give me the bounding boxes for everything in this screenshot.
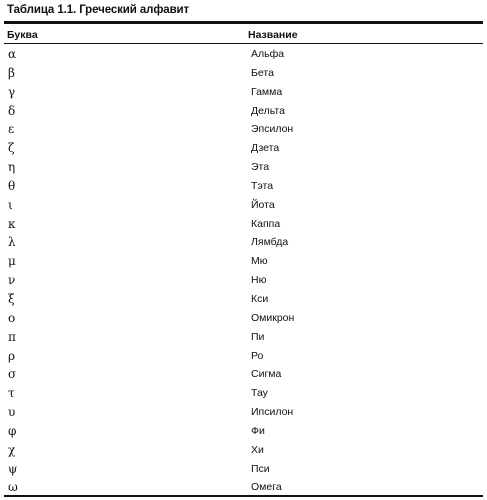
greek-letter-cell: ρ xyxy=(8,348,16,363)
letter-name-cell: Хи xyxy=(251,443,264,456)
table-row xyxy=(4,271,483,290)
greek-letter-cell: φ xyxy=(8,423,17,438)
header-rule xyxy=(4,43,483,44)
table-row xyxy=(4,102,483,121)
letter-name-cell: Омега xyxy=(251,481,282,494)
table-body xyxy=(4,45,483,497)
table-row xyxy=(4,252,483,271)
letter-name-cell: Каппа xyxy=(251,217,281,230)
greek-letter-cell: σ xyxy=(8,367,17,382)
greek-letter-cell: κ xyxy=(8,216,16,231)
greek-letter-cell: ω xyxy=(8,480,18,495)
table-row xyxy=(4,347,483,366)
letter-name-cell: Кси xyxy=(251,292,269,305)
greek-letter-cell: υ xyxy=(8,405,16,420)
table-row xyxy=(4,177,483,196)
table-row xyxy=(4,384,483,403)
greek-letter-cell: θ xyxy=(8,178,16,193)
letter-name-cell: Йота xyxy=(251,198,275,211)
greek-letter-cell: γ xyxy=(8,84,16,99)
table-row xyxy=(4,290,483,309)
header-letter: Буква xyxy=(7,29,38,41)
table-row xyxy=(4,158,483,177)
greek-letter-cell: η xyxy=(8,160,16,175)
letter-name-cell: Дзета xyxy=(251,142,280,155)
letter-name-cell: Эпсилон xyxy=(251,123,294,136)
letter-name-cell: Тэта xyxy=(251,179,274,192)
letter-name-cell: Ипсилон xyxy=(251,406,294,419)
letter-name-cell: Эта xyxy=(251,161,270,174)
table-row xyxy=(4,45,483,64)
bottom-rule xyxy=(4,495,483,497)
greek-letter-cell: μ xyxy=(8,254,16,269)
letter-name-cell: Пси xyxy=(251,462,270,475)
table-row xyxy=(4,309,483,328)
table-row xyxy=(4,215,483,234)
greek-letter-cell: δ xyxy=(8,103,16,118)
table-row xyxy=(4,365,483,384)
greek-letter-cell: ν xyxy=(8,273,16,288)
greek-letter-cell: ε xyxy=(8,122,15,137)
letter-name-cell: Альфа xyxy=(251,48,285,60)
table-row xyxy=(4,139,483,158)
letter-name-cell: Бета xyxy=(251,66,274,79)
table-header-row xyxy=(4,24,483,43)
greek-letter-cell: β xyxy=(8,65,15,80)
greek-letter-cell: ο xyxy=(8,310,16,325)
greek-letter-cell: ζ xyxy=(8,141,15,156)
greek-letter-cell: λ xyxy=(8,235,16,250)
table-row xyxy=(4,460,483,479)
table-row xyxy=(4,120,483,139)
table-row xyxy=(4,422,483,441)
greek-letter-cell: ψ xyxy=(8,461,18,476)
letter-name-cell: Омикрон xyxy=(251,311,295,324)
greek-letter-cell: τ xyxy=(8,386,15,401)
table-row xyxy=(4,233,483,252)
letter-name-cell: Пи xyxy=(251,330,265,343)
letter-name-cell: Лямбда xyxy=(251,236,289,249)
letter-name-cell: Гамма xyxy=(251,85,283,98)
greek-letter-cell: π xyxy=(8,329,16,344)
table-row xyxy=(4,83,483,102)
table-row xyxy=(4,196,483,215)
greek-letter-cell: χ xyxy=(8,442,16,457)
table-row xyxy=(4,441,483,460)
letter-name-cell: Тау xyxy=(251,387,268,400)
table-row xyxy=(4,328,483,347)
letter-name-cell: Фи xyxy=(251,424,265,437)
table-row xyxy=(4,64,483,83)
letter-name-cell: Ню xyxy=(251,274,267,287)
greek-letter-cell: ξ xyxy=(8,291,15,306)
greek-letter-cell: ι xyxy=(8,197,13,212)
letter-name-cell: Сигма xyxy=(251,368,282,381)
letter-name-cell: Ро xyxy=(251,349,264,362)
letter-name-cell: Дельта xyxy=(251,104,285,117)
greek-letter-cell: α xyxy=(8,47,17,61)
letter-name-cell: Мю xyxy=(251,255,268,268)
table-caption: Таблица 1.1. Греческий алфавит xyxy=(7,4,190,16)
header-name: Название xyxy=(248,29,298,41)
table-row xyxy=(4,403,483,422)
